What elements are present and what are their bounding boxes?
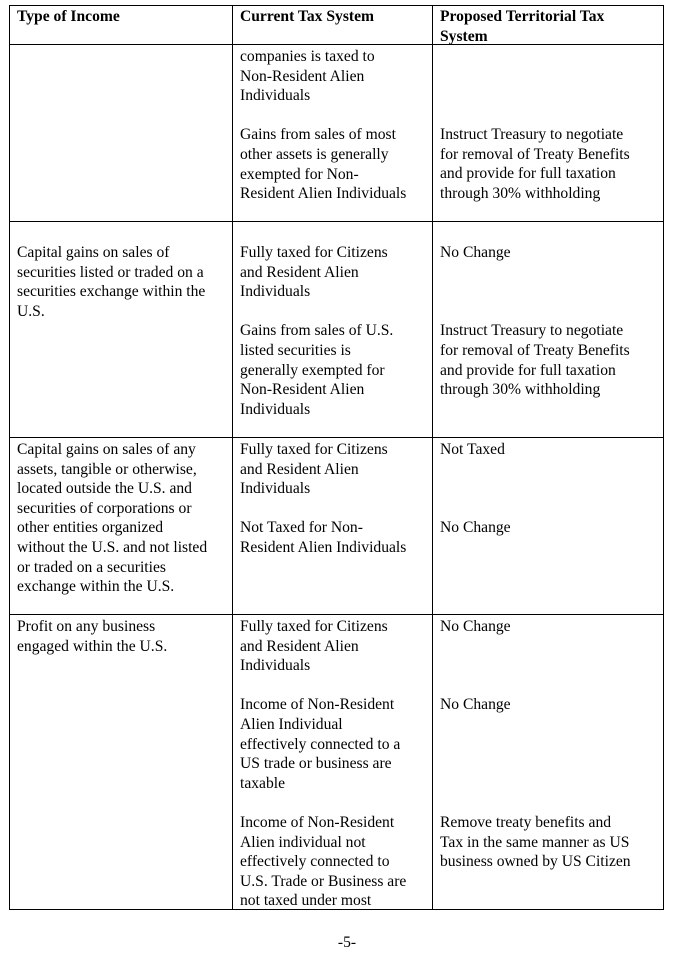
proposed-paragraph: Instruct Treasury to negotiate for removal of Treaty Benefits and provide for full taxation through 30% withholding <box>440 126 630 202</box>
row3-current-cell <box>240 440 430 558</box>
proposed-paragraph: Remove treaty benefits and Tax in the same manner as US business owned by US Citizen <box>440 813 631 871</box>
page-number: -5- <box>337 934 357 951</box>
proposed-paragraph: Instruct Treasury to negotiate for removal of Treaty Benefits and provide for full taxation through 30% withholding <box>440 322 630 399</box>
row2-type-cell <box>17 243 229 321</box>
row2-proposed-cell <box>440 243 662 400</box>
current-paragraph: Income of Non-Resident Alien Individual effectively connected to a US trade or business are taxable <box>240 696 401 792</box>
header-label: Current Tax System <box>240 8 375 25</box>
proposed-paragraph: No Change <box>440 696 511 714</box>
row4-proposed-cell <box>440 617 662 872</box>
table-border-right <box>663 5 664 910</box>
header-proposed-tax-system <box>440 7 660 46</box>
proposed-paragraph: No Change <box>440 244 511 261</box>
row3-type-cell <box>17 440 229 597</box>
row-divider <box>9 614 664 615</box>
current-paragraph: Not Taxed for Non- Resident Alien Individuals <box>240 519 407 556</box>
current-paragraph: companies is taxed to Non-Resident Alien Individuals <box>240 48 375 105</box>
row1-proposed-cell <box>440 125 662 203</box>
header-type-of-income <box>17 7 227 27</box>
header-label: Type of Income <box>17 8 120 25</box>
current-paragraph: Fully taxed for Citizens and Resident Alien Individuals <box>240 618 388 675</box>
proposed-paragraph: Not Taxed <box>440 441 505 458</box>
row-divider <box>9 221 664 222</box>
row4-type-cell <box>17 617 229 656</box>
table-border-top <box>9 5 664 6</box>
row1-current-cell <box>240 47 430 204</box>
current-paragraph: Income of Non-Resident Alien individual not effectively connected to U.S. Trade or Business are not taxed under most <box>240 813 407 910</box>
row4-current-cell <box>240 617 430 911</box>
row3-proposed-cell <box>440 440 662 538</box>
proposed-paragraph: No Change <box>440 618 511 635</box>
proposed-paragraph: No Change <box>440 519 511 537</box>
column-divider <box>432 5 433 910</box>
current-paragraph: Fully taxed for Citizens and Resident Alien Individuals <box>240 244 388 301</box>
current-paragraph: Fully taxed for Citizens and Resident Alien Individuals <box>240 441 388 498</box>
header-current-tax-system <box>240 7 428 27</box>
row2-current-cell <box>240 243 430 419</box>
table-border-left <box>9 5 10 910</box>
header-label: Proposed Territorial Tax System <box>440 8 605 45</box>
current-paragraph: Gains from sales of U.S. listed securities is generally exempted for Non-Resident Alien Individuals <box>240 322 394 418</box>
column-divider <box>232 5 233 910</box>
row-divider <box>9 437 664 438</box>
current-paragraph: Gains from sales of most other assets is generally exempted for Non- Resident Alien Individuals <box>240 126 407 203</box>
row-type-text: Capital gains on sales of securities listed or traded on a securities exchange within the U.S. <box>17 244 206 320</box>
row-type-text: Profit on any business engaged within the U.S. <box>17 618 168 655</box>
row-type-text: Capital gains on sales of any assets, tangible or otherwise, located outside the U.S. and securities of corporations or other entities organized without the U.S. and not listed or traded on a securities exchange within the U.S. <box>17 441 208 596</box>
